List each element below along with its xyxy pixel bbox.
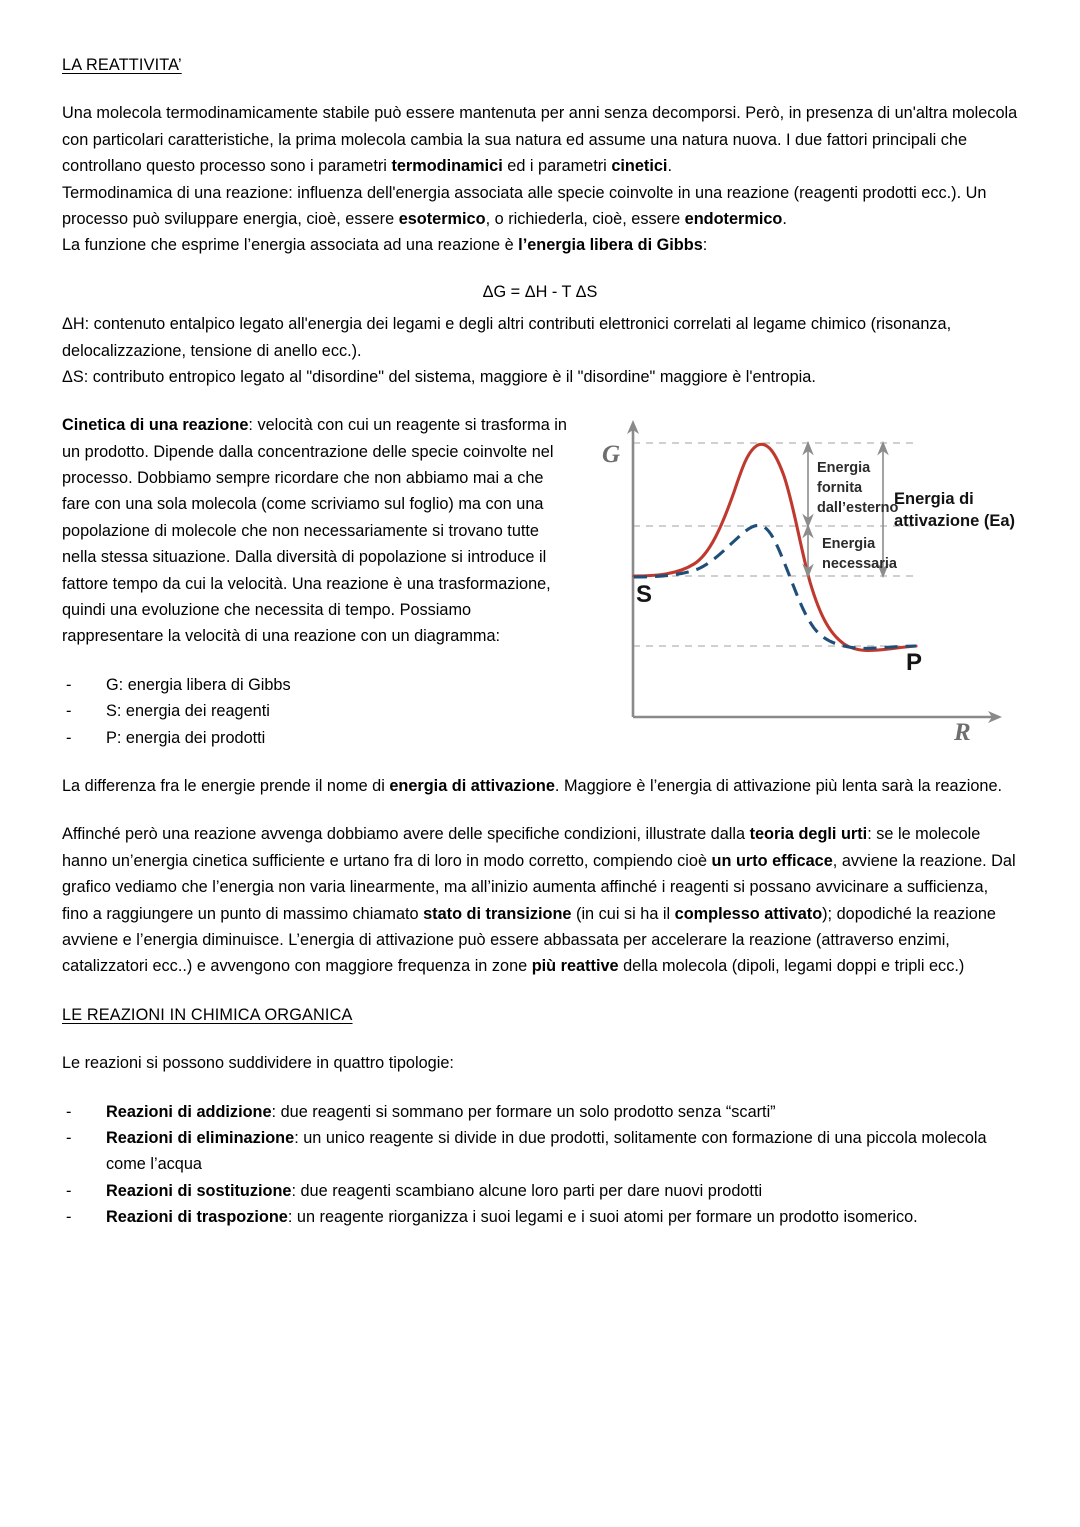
reaction-type-desc: : un unico reagente si divide in due prodotti, solitamente con formazione di una piccola molecola come l’acqua	[106, 1128, 987, 1174]
paragraph-gibbs-intro	[62, 232, 1018, 258]
label-axis-y: G	[602, 441, 621, 469]
para1-bold-cinetici: cinetici	[611, 157, 668, 176]
reaction-type-name: Reazioni di eliminazione	[106, 1128, 295, 1147]
para7-text-a: La differenza fra le energie prende il nome di	[62, 776, 390, 795]
para8-text-a: Affinché però una reazione avvenga dobbiamo avere delle specifiche condizioni, illustrate dalla	[62, 825, 750, 844]
svg-text:Energia di: Energia di	[894, 490, 974, 509]
svg-text:necessaria: necessaria	[822, 556, 897, 573]
para3-text-a: La funzione che esprime l’energia associata ad una reazione è	[62, 236, 519, 255]
list-item	[62, 1178, 1018, 1204]
section-title-reattivita: LA REATTIVITA’	[62, 56, 182, 74]
para2-bold-endotermico: endotermico	[684, 209, 783, 228]
annotation-energia-necessaria	[822, 536, 898, 572]
para3-bold-gibbs: l’energia libera di Gibbs	[518, 236, 703, 255]
para8-bold-piu-reattive: più reattive	[531, 957, 619, 976]
legend-list	[62, 672, 1018, 751]
para6-bold-cinetica: Cinetica di una reazione	[62, 416, 249, 435]
svg-text:Energia: Energia	[822, 536, 876, 553]
para7-text-b: . Maggiore è l’energia di attivazione più lenta sarà la reazione.	[554, 776, 1003, 795]
list-item	[62, 1125, 1018, 1178]
para8-bold-teoria-urti: teoria degli urti	[749, 825, 868, 844]
list-item	[62, 1204, 1018, 1230]
para1-text-a: Una molecola termodinamicamente stabile può essere mantenuta per anni senza decomporsi. Però, in presenza di un'altra molecola con particolari caratteristiche, la prima molecola cambia la sua natura ed assume una natura nuova. I due fattori principali che controllano questo processo sono i parametri	[62, 104, 1018, 176]
paragraph-termodinamica	[62, 180, 1018, 233]
svg-text:fornita: fornita	[817, 480, 863, 497]
paragraph-delta-h: ΔH: contenuto entalpico legato all'energia dei legami e degli altri contributi elettronici correlati al legame chimico (risonanza, delocalizzazione, tensione di anello ecc.).	[62, 315, 952, 360]
svg-text:dall’esterno: dall’esterno	[817, 500, 899, 517]
label-point-s: S	[636, 581, 653, 609]
para1-text-b: ed i parametri	[502, 157, 612, 176]
reaction-types-list	[62, 1099, 1018, 1231]
paragraph-stabilita	[62, 100, 1018, 179]
reaction-type-name: Reazioni di addizione	[106, 1102, 272, 1121]
section-title-reazioni-organica: LE REAZIONI IN CHIMICA ORGANICA	[62, 1005, 353, 1024]
paragraph-differenza-energie	[62, 773, 1018, 799]
label-axis-x: R	[954, 719, 971, 745]
para1-text-c: .	[667, 157, 672, 176]
para2-text-a: Termodinamica di una reazione: influenza dell'energia associata alle specie coinvolte in una reazione (reagenti prodotti ecc.). Un processo può sviluppare energia, cioè, essere	[62, 183, 987, 228]
para8-bold-complesso-attivato: complesso attivato	[674, 904, 823, 923]
para8-bold-urto-efficace: un urto efficace	[711, 851, 833, 870]
para8-text-b: : se le molecole hanno un’energia cinetica sufficiente e urtano fra di loro in modo corretto, compiendo cioè	[62, 825, 981, 870]
para1-bold-termodinamici: termodinamici	[391, 157, 503, 176]
document-body	[62, 52, 1018, 1230]
para8-text-f: della molecola (dipoli, legami doppi e tripli ecc.)	[618, 957, 965, 976]
paragraph-teoria-urti	[62, 821, 1018, 979]
paragraph-delta-s: ΔS: contributo entropico legato al "disordine" del sistema, maggiore è il "disordine" maggiore è l'entropia.	[62, 367, 816, 386]
list-item: - S: energia dei reagenti	[62, 698, 1018, 724]
paragraph-quattro-tipologie: Le reazioni si possono suddividere in quattro tipologie:	[62, 1054, 454, 1073]
svg-text:attivazione (Ea): attivazione (Ea)	[894, 512, 1016, 531]
para6-text: : velocità con cui un reagente si trasforma in un prodotto. Dipende dalla concentrazione delle specie coinvolte nel processo. Dobbiamo sempre ricordare che non abbiamo mai a che fare con una sola molecola (come scriviamo sul foglio) ma con una popolazione di molecole che non necessariamente si trovano tutte nella stessa situazione. Dalla diversità di popolazione si introduce il fattore tempo da cui la velocità. Una reazione è una trasformazione, quindi una evoluzione che necessita di tempo. Possiamo rappresentare la velocità di una reazione con un diagramma:	[62, 416, 567, 646]
annotation-energia-attivazione	[894, 490, 1015, 530]
para8-bold-stato-transizione: stato di transizione	[423, 904, 572, 923]
para8-text-c: , avviene la reazione. Dal grafico vediamo che l’energia non varia linearmente, ma all’inizio aumenta affinché i reagenti si possano avvicinare a sufficienza, fino a raggiungere un punto di massimo chiamato	[62, 851, 1016, 923]
para8-text-d: (in cui si ha il	[571, 904, 675, 923]
svg-text:Energia: Energia	[817, 460, 871, 477]
para7-bold-energia-attivazione: energia di attivazione	[389, 776, 555, 795]
reaction-type-name: Reazioni di sostituzione	[106, 1181, 292, 1200]
reaction-type-desc: : due reagenti si sommano per formare un solo prodotto senza “scarti”	[271, 1102, 776, 1121]
cinetica-section	[62, 412, 1018, 751]
reaction-type-desc: : un reagente riorganizza i suoi legami e i suoi atomi per formare un prodotto isomerico.	[287, 1208, 918, 1227]
formula-gibbs: ΔG = ΔH - T ΔS	[482, 282, 598, 301]
list-item: - P: energia dei prodotti	[62, 725, 1018, 751]
list-item: - G: energia libera di Gibbs	[62, 672, 1018, 698]
list-item	[62, 1099, 1018, 1125]
para8-text-e: ); dopodiché la reazione avviene e l’energia diminuisce. L’energia di attivazione può essere abbassata per accelerare la reazione (attraverso enzimi, catalizzatori ecc..) e avvengono con maggiore frequenza in zone	[62, 904, 996, 976]
annotation-energia-fornita	[817, 460, 899, 516]
reaction-type-desc: : due reagenti scambiano alcune loro parti per dare nuovi prodotti	[291, 1181, 763, 1200]
para2-text-b: , o richiederla, cioè, essere	[485, 209, 685, 228]
para2-bold-esotermico: esotermico	[398, 209, 486, 228]
para3-text-b: :	[702, 236, 708, 255]
label-point-p: P	[906, 649, 923, 677]
para2-text-c: .	[782, 209, 787, 228]
reaction-type-name: Reazioni di traspozione	[106, 1208, 288, 1227]
